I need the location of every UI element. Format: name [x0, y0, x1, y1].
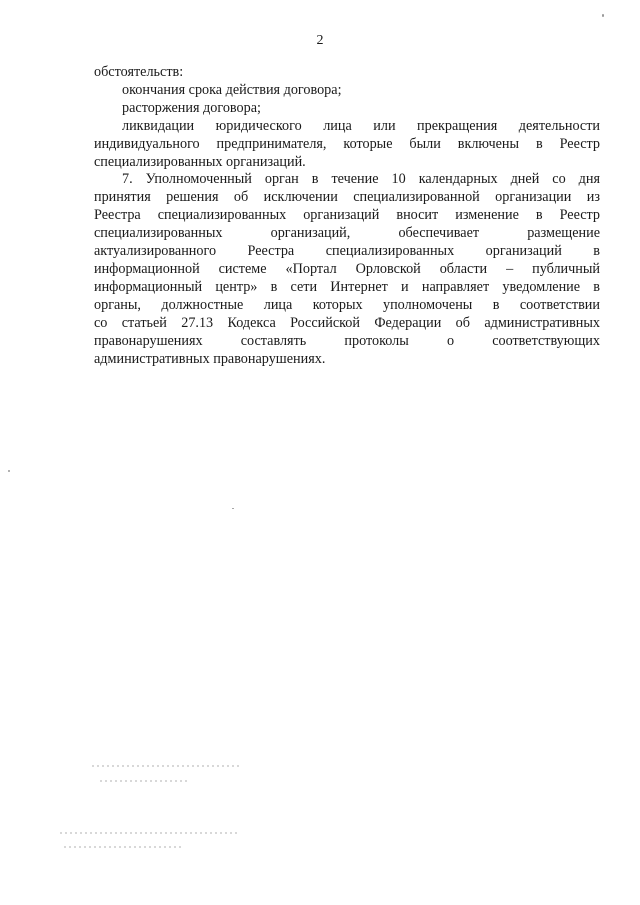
text-line: административных правонарушениях. — [94, 350, 326, 367]
text-line: специализированных организаций. — [94, 153, 306, 170]
scan-smudge — [64, 846, 184, 848]
text-line: правонарушениях составлять протоколы о соответствующих — [94, 332, 600, 349]
text-line: Реестра специализированных организаций вносит изменение в Реестр — [94, 207, 600, 224]
text-line: ликвидации юридического лица или прекращения деятельности — [122, 117, 600, 134]
text-line: окончания срока действия договора; — [122, 81, 342, 98]
scan-speck — [8, 470, 10, 472]
text-line: актуализированного Реестра специализированных организаций в — [94, 243, 600, 260]
page-number: 2 — [316, 33, 324, 48]
text-line: информационный центр» в сети Интернет и направляет уведомление в — [94, 278, 600, 295]
scan-smudge — [100, 780, 190, 782]
text-line: специализированных организаций, обеспечивает размещение — [94, 225, 600, 242]
text-line: обстоятельств: — [94, 64, 184, 80]
text-line: расторжения договора; — [122, 99, 261, 116]
scan-speck — [602, 14, 604, 17]
text-line: принятия решения об исключении специализированной организации из — [94, 189, 600, 206]
text-line: индивидуального предпринимателя, которые были включены в Реестр — [94, 135, 600, 152]
text-line: информационной системе «Портал Орловской области – публичный — [94, 260, 600, 277]
scan-speck — [232, 508, 234, 509]
text-line: со статьей 27.13 Кодекса Российской Федерации об административных — [94, 314, 600, 331]
document-body — [94, 64, 600, 368]
text-line: органы, должностные лица которых уполномочены в соответствии — [94, 296, 600, 313]
scan-smudge — [92, 765, 242, 767]
scan-smudge — [60, 832, 240, 834]
text-line: 7. Уполномоченный орган в течение 10 календарных дней со дня — [122, 171, 600, 188]
